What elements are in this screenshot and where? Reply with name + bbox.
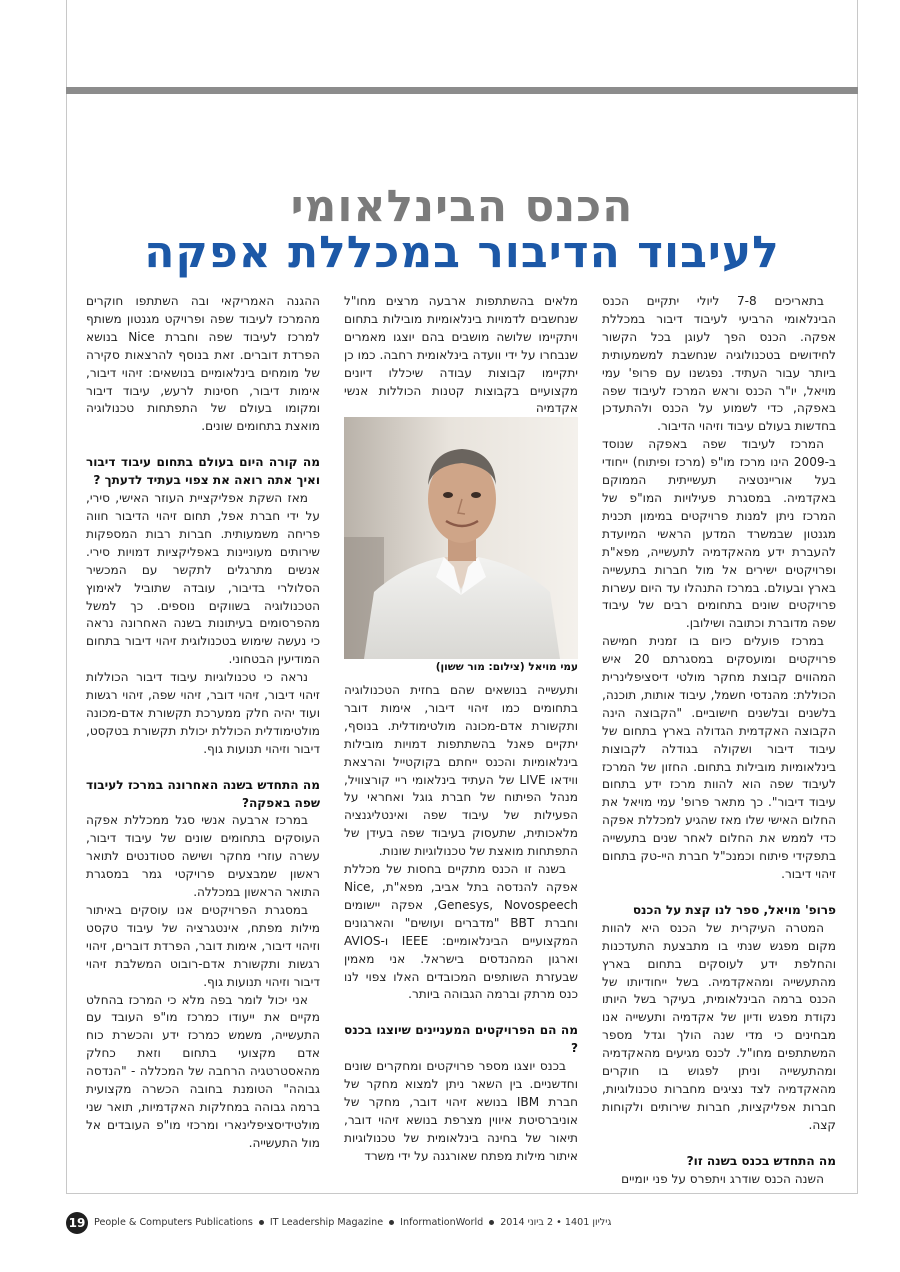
section-heading: מה הם הפרויקטים המעניינים שיוצגו בכנס ?: [344, 1023, 578, 1056]
body-paragraph: נראה כי טכנולוגיות עיבוד דיבור הכוללות זיהוי דיבור, זיהוי דובר, זיהוי שפה, זיהוי רגשות ועוד יהיה חלק ממערכת תקשורת אדם-מכונה מולטימודלית הכוללת יכולת תקשורת בטקסט, דיבור וזיהוי תנועות גוף.: [86, 670, 320, 756]
paragraph-spacer: [602, 884, 836, 902]
frame-top-line-right: [857, 0, 858, 87]
body-paragraph: ההגנה האמריקאי ובה השתתפו חוקרים מהמרכז לעיבוד שפה ופרויקט מגנטון משותף למרכז לעיבוד שפה וחברת Nice בנושא הפרדת דוברים. זאת בנוסף להרצאות סקירה של מומחים בינלאומיים בנושאים: זיהוי דיבור, אימות דיבור, חסינות לרעש, עיבוד דיבור ומקומו בעולם של התפתחות טכנולוגיה מואצת בתחומים שונים.: [86, 294, 320, 434]
body-paragraph: בכנס יוצגו מספר פרויקטים ומחקרים שונים וחדשניים. בין השאר ניתן למצוא מחקר של חברת IBM בנושא זיהוי דובר, מחקר של אוניברסיטת איווין מצרפת בנושא זיהוי דובר, תיאור של בחינה בינלאומית של טכנולוגיות איתור מילות מפתח שאורגנה על ידי משרד: [344, 1059, 578, 1163]
article-column-right: [602, 293, 836, 1189]
section-heading: מה התחדש בכנס בשנה זו?: [686, 1153, 836, 1168]
footer-item-magazine: IT Leadership Magazine: [269, 1217, 384, 1228]
section-heading: מה קורה היום בעולם בתחום עיבוד דיבור ואיך אתה רואה את צפוי בעתיד לדעתך ?: [86, 455, 320, 488]
bullet-icon: [389, 1220, 394, 1225]
frame-top-line: [66, 0, 67, 87]
article-title-line2: לעיבוד הדיבור במכללת אפקה: [144, 227, 780, 278]
footer-item-informationworld: InformationWorld: [400, 1217, 484, 1228]
page-footer: [66, 1212, 858, 1236]
footer-publications: [94, 1215, 614, 1231]
body-paragraph: במסגרת הפרויקטים אנו עוסקים באיתור מילות מפתח, אינטגרציה של עיבוד טקסט וזיהוי דיבור, אימות דובר, הפרדת דוברים, זיהוי רגשות ותקשורת אדם-רובוט המשלבת זיהוי דיבור וזיהוי תנועות גוף.: [86, 903, 320, 989]
portrait-illustration: [344, 417, 578, 659]
article-column-left: [86, 293, 320, 1153]
body-paragraph: מאז השקת אפליקציית העוזר האישי, סירי, על ידי חברת אפל, תחום זיהוי הדיבור חווה פריחה משמעותית. חברות רבות המספקות שירותים מעוניינות באפליקציות דמויות סירי. אנשים מתרגלים לתקשר עם המכשיר הסלולרי בדיבור, עובדה שתוביל לאימוץ הטכנולוגיה בשווקים נוספים. כך למשל מהפרסומים בעיתונות בשנה האחרונה נראה כי נעשה שימוש בטכנולוגית זיהוי דיבור בתחום המודיעין הבטחוני.: [86, 491, 320, 667]
body-paragraph: המרכז לעיבוד שפה באפקה שנוסד ב-2009 הינו מרכז מו"פ (מרכז ופיתוח) ייחודי בעל אוריינטציה תעשייתית הממוקם באקדמיה. במסגרת פעילויות המו"פ של המרכז ניתן למנות פרויקטים במימון תכנית מגנטון שבמשרד המדען הראשי המיועדת להעברת ידע מהאקדמיה לתעשייה, מפא"ת ופרויקטים ישירים אל מול חברות בתעשייה בארץ ובעולם. במרכז התנהלו עד היום עשרות פרויקטים שונים בתחומים רבים של עיבוד שפה מדוברת וכתובה ושילובן.: [602, 437, 836, 631]
article-column-middle-bottom: [344, 682, 578, 1166]
body-paragraph: ותעשייה בנושאים שהם בחזית הטכנולוגיה בתחומים כמו זיהוי דיבור, אימות דובר ותקשורת אדם-מכונה מולטימודלית. בנוסף, יתקיים פאנל בהשתתפות דמויות מובילות בינלאומיות והכנס ייחתם בקוקטייל והרצאת ווידאו LIVE של העתיד בינלאומי ריי קורצוויל, מנהל הפיתוח של חברת גוגל ואחראי על הפעילות של עיבוד שפה ואינטליגנציה מלאכותית, שתעסוק בעיבוד שפה בעידן של התפתחות מואצת של טכנולוגיות שונות.: [344, 683, 578, 859]
photo-caption: עמי מויאל (צילום: מור ששון): [435, 661, 578, 673]
page-number: 19: [66, 1212, 88, 1234]
paragraph-spacer: [86, 436, 320, 454]
footer-item-issue: 2014 גיליון 1401 • 2 ביוני: [500, 1217, 612, 1228]
body-paragraph: מלאים בהשתתפות ארבעה מרצים מחו"ל שנחשבים לדמויות בינלאומיות מובילות בתחום ויתקיימו שלושה מושבים בהם יוצגו מאמרים שנבחרו על ידי וועדה בינלאומית רחבה. כמו כן יתקיימו קבוצות עבודה שיכללו דיונים מקצועיים בקבוצות קטנות הכוללות אנשי אקדמיה: [344, 294, 578, 416]
bullet-icon: [489, 1220, 494, 1225]
body-paragraph: בשנה זו הכנס מתקיים בחסות של מכללת אפקה להנדסה בתל אביב, מפא"ת, Nice, Genesys, Novospeech, אפקה יישומים וחברת BBT "מדברים ועושים" והארגונים המקצועיים הבינלאומיים: IEEE ו-AVIOS וארגון המהנדסים בישראל. אני מאמין שבעזרת השותפים המכובדים האלו צפוי לנו כנס מרתק וברמה הגבוהה ביותר.: [344, 862, 578, 1002]
body-paragraph: בתאריכים 7-8 ליולי יתקיים הכנס הבינלאומי הרביעי לעיבוד דיבור במכללת אפקה. הכנס הפך לעוגן בכל הקשור לחידושים בטכנולוגיה שנחשבת למשמעותית ביותר עבור העתיד. נפגשנו עם פרופ' עמי מויאל, יו"ר הכנס וראש המרכז לעיבוד שפה באפקה, כדי לשמוע על הכנס ולהתעדכן בחדשות בעולם עיבוד וזיהוי הדיבור.: [602, 294, 836, 434]
body-paragraph: השנה הכנס שודרג ויתפרס על פני יומיים: [621, 1171, 824, 1186]
paragraph-spacer: [602, 1135, 836, 1153]
body-paragraph: במרכז ארבעה אנשי סגל ממכללת אפקה העוסקים בתחומים שונים של עיבוד דיבור, עשרה עוזרי מחקר ושישה סטודנטים לתואר ראשון שמבצעים פרויקטי גמר במסגרת התואר הראשון במכללה.: [86, 813, 320, 900]
footer-item-publisher: People & Computers Publications: [94, 1217, 253, 1228]
article-column-middle-top: [344, 293, 578, 418]
body-paragraph: במרכז פועלים כיום בו זמנית חמישה פרויקטים ומועסקים במסגרתם 20 איש המהווים קבוצת מחקר מולטי דיסציפלינרית הכוללת: מהנדסי חשמל, עיבוד אותות, תוכנה, בלשנים ובלשנים חישוביים. "הקבוצה הינה הקבוצה האקדמית הגדולה בארץ בתחום של עיבוד דיבור ושקולה בגודלה לקבוצות בינלאומיות מובילות בתחום. החזון של המרכז לעיבוד שפה הוא להוות מרכז ידע בתחום עיבוד דיבור". כך מתאר פרופ' עמי מויאל את החלום האישי שלו מאז שהגיע למכללת אפקה כדי לממש את החלום לאחר שנים בתעשייה בתפקידי פיתוח וכמנכ"ל חברת היי-טק בתחום זיהוי דיבור.: [602, 634, 837, 881]
section-heading: מה התחדש בשנה האחרונה במרכז לעיבוד שפה באפקה?: [86, 777, 320, 810]
section-heading: פרופ' מויאל, ספר לנו קצת על הכנס: [632, 902, 836, 917]
paragraph-spacer: [86, 759, 320, 777]
article-title-line1: הכנס הבינלאומי: [290, 181, 634, 232]
portrait-photo: [344, 417, 578, 659]
frame-bottom-line: [66, 1193, 858, 1194]
bullet-icon: [259, 1220, 264, 1225]
body-paragraph: אני יכול לומר בפה מלא כי המרכז בהחלט מקיים את ייעודו כמרכז מו"פ העובד עם התעשייה, משמש כמרכז ידע והכשרת כוח אדם מקצועי בתחום וזאת כחלק מהאסטרטגיה הרחבה של המכללה - "הנדסה גבוהה" הטומנת בחובה הכשרה מקצועית ברמה גבוהה במחלקות האקדמיות, תואר שני מולטידיסציפלינארי ומרכזי מו"פ העובדים אל מול התעשייה.: [86, 992, 320, 1150]
paragraph-spacer: [344, 1004, 578, 1022]
body-paragraph: המטרה העיקרית של הכנס היא להוות מקום מפגש שנתי בו מתבצעת התעדכנות והחלפת ידע לעוסקים בתחום בארץ מהתעשייה ומהאקדמיה. בשל ייחודיותו של הכנס ברמה הבינלאומית, בעיקר בשל היותו נקודת מפגש ודיון של אקדמיה ותעשייה אנו מבחינים כי מדי שנה הולך וגדל מספר המשתתפים מחו"ל. לכנס מגיעים מהאקדמיה ומהתעשייה וניתן לפגוש בו חוקרים מהאקדמיה לצד נציגים מחברות טכנולוגיות, חברות אפליקציות, חברות שירותים ולקוחות קצה.: [602, 920, 836, 1132]
header-bar: [66, 87, 858, 94]
